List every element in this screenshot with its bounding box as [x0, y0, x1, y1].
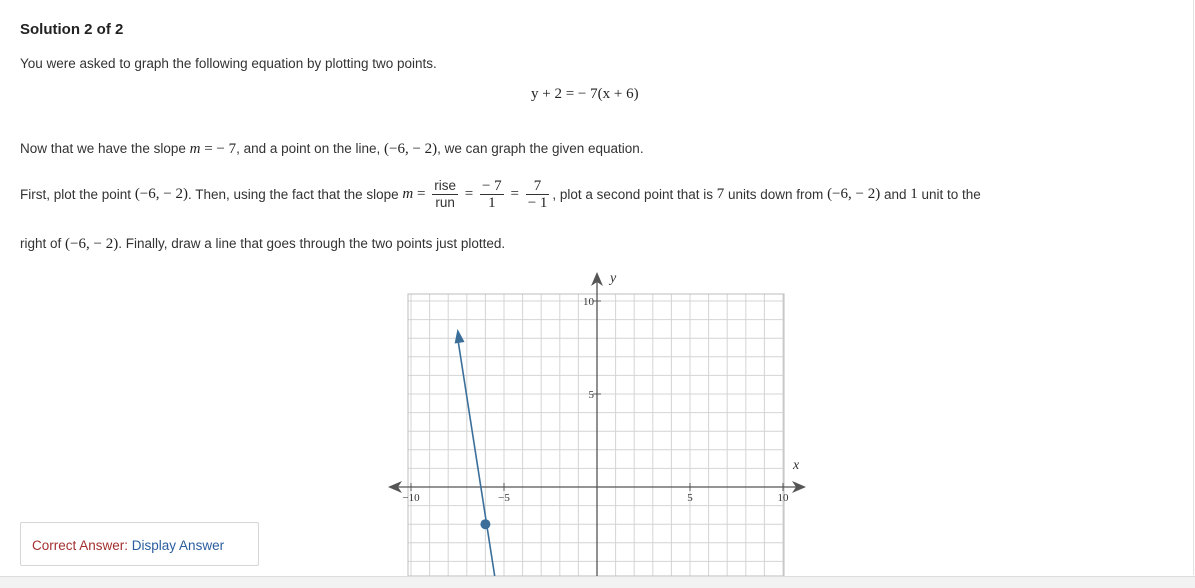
y-tick-label: 5 — [588, 389, 594, 401]
slope-sentence-part1: Now that we have the slope — [20, 141, 190, 156]
instr-part5: and — [880, 187, 911, 202]
instr-right-units: 1 — [910, 186, 918, 202]
x-tick-label: −10 — [402, 492, 420, 504]
plotted-line — [458, 337, 495, 576]
instr-part2: . Then, using the fact that the slope — [187, 187, 403, 202]
7-over-neg1-fraction — [526, 178, 550, 211]
instr-down-units: 7 — [716, 186, 725, 202]
frac2-den: 1 — [488, 195, 496, 211]
given-equation: y + 2 = − 7(x + 6) — [531, 86, 639, 102]
frac-run: run — [435, 195, 455, 210]
plotted-line-arrowhead — [455, 329, 465, 344]
x-tick-label: −5 — [498, 492, 510, 504]
frac3-num: 7 — [533, 178, 542, 194]
x-tick-label: 5 — [687, 492, 693, 504]
plotted-point — [480, 519, 490, 529]
instr-part4: units down from — [724, 187, 828, 202]
frac3-den: − 1 — [527, 195, 548, 211]
instr-part3: , plot a second point that is — [552, 187, 717, 202]
correct-answer-box — [20, 522, 259, 566]
graph-plot — [455, 329, 495, 576]
display-answer-link[interactable]: Display Answer — [131, 538, 225, 553]
instr-line2-part1: right of — [20, 236, 66, 251]
instruction-line-1 — [20, 178, 981, 211]
frac-equals-1: = — [464, 186, 474, 202]
slope-sentence-part3: , we can graph the given equation. — [437, 141, 644, 156]
instr-point-1: (−6, − 2) — [134, 186, 188, 202]
instr-point-2: (−6, − 2) — [827, 186, 881, 202]
instr-part1: First, plot the point — [20, 187, 135, 202]
instr-line2-part2: . Finally, draw a line that goes through the two points just plotted. — [118, 236, 506, 251]
correct-answer-label — [32, 538, 224, 553]
slope-sentence-part2: , and a point on the line, — [236, 141, 384, 156]
y-tick-label: 10 — [583, 296, 594, 308]
frac2-num: − 7 — [481, 178, 502, 194]
slope-value: = − 7 — [200, 141, 237, 157]
bottom-scroll-strip — [0, 576, 1195, 588]
instruction-line-2 — [20, 236, 505, 253]
intro-text: You were asked to graph the following equation by plotting two points. — [20, 56, 437, 71]
neg7-over-1-fraction — [480, 178, 504, 211]
slope-sentence — [20, 141, 644, 158]
instr-eq: = — [413, 186, 430, 202]
slope-var-m: m — [189, 141, 201, 157]
solution-title: Solution 2 of 2 — [20, 21, 124, 38]
frac-rise: rise — [434, 178, 456, 193]
rise-over-run-fraction — [432, 178, 458, 211]
graph-grid — [408, 294, 784, 576]
x-axis-label: x — [793, 458, 800, 473]
y-axis-label: y — [610, 271, 617, 286]
instr-part6: unit to the — [917, 187, 981, 202]
x-tick-label: 10 — [777, 492, 789, 504]
slope-sentence-point: (−6, − 2) — [384, 141, 438, 157]
frac-equals-2: = — [510, 186, 519, 202]
instr-point-3: (−6, − 2) — [65, 236, 119, 252]
instr-var-m: m — [402, 186, 414, 202]
correct-answer-text: Correct Answer: — [32, 538, 132, 553]
coordinate-graph — [380, 262, 820, 576]
graph-axes — [388, 271, 806, 576]
